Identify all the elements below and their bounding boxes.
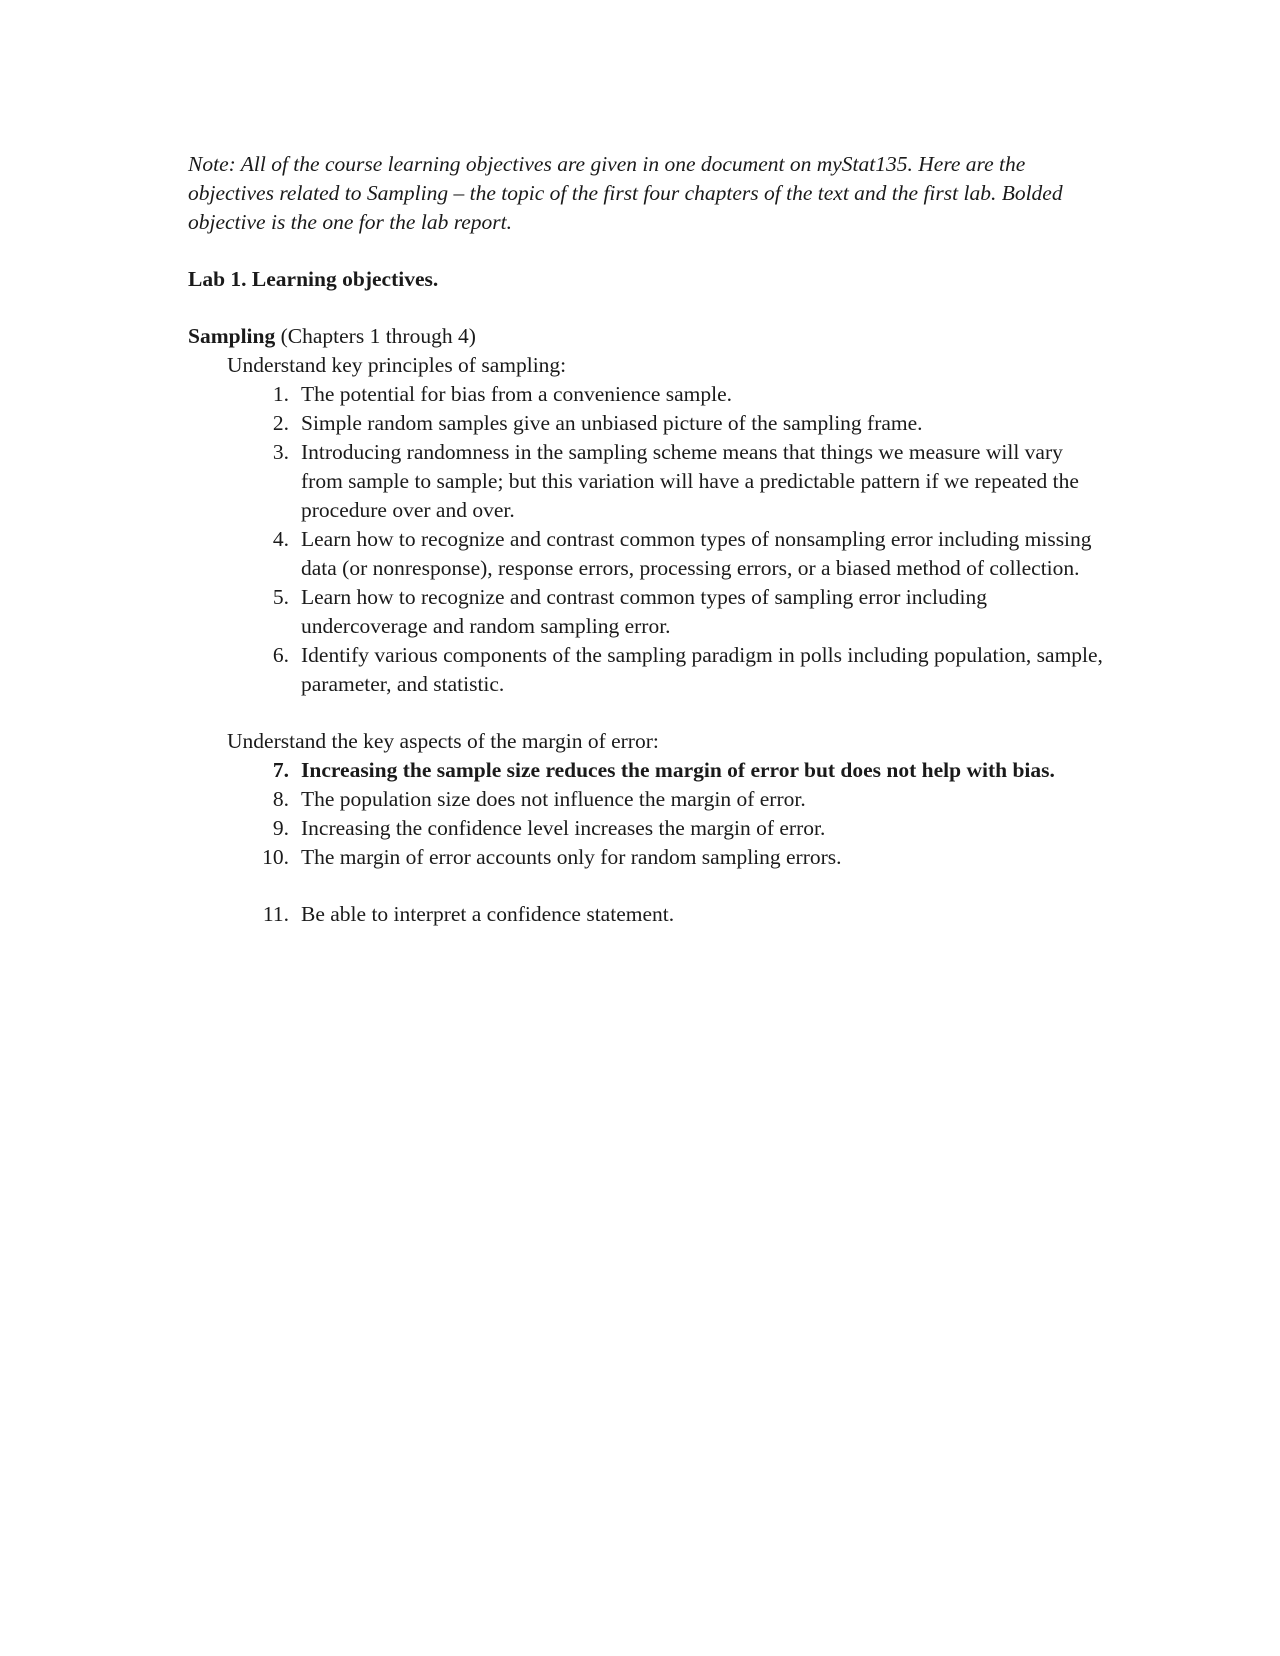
item-number: 5.	[272, 585, 289, 609]
item-number: 9.	[272, 816, 289, 840]
list-item	[188, 843, 1108, 872]
margin-of-error-list	[188, 756, 1108, 929]
list-item	[188, 785, 1108, 814]
item-text: The margin of error accounts only for random sampling errors.	[301, 845, 842, 869]
group1-intro: Understand key principles of sampling:	[227, 353, 567, 377]
list-item	[188, 900, 1108, 929]
item-number: 1.	[272, 382, 289, 406]
item-number: 10.	[262, 845, 289, 869]
item-text: Identify various components of the sampling paradigm in polls including population, sample, parameter, and statistic.	[301, 643, 1103, 696]
item-text: The potential for bias from a convenience sample.	[301, 382, 733, 406]
item-text: Increasing the confidence level increases the margin of error.	[301, 816, 826, 840]
item-text: Introducing randomness in the sampling scheme means that things we measure will vary from sample to sample; but this variation will have a predictable pattern if we repeated the procedure over and over.	[301, 440, 1079, 522]
section-title-bold: Sampling	[188, 324, 276, 348]
list-item-lab-objective	[188, 756, 1108, 785]
group2-intro: Understand the key aspects of the margin of error:	[227, 729, 659, 753]
document-page	[188, 150, 1108, 929]
item-text: Be able to interpret a confidence statement.	[301, 902, 675, 926]
item-text: Increasing the sample size reduces the margin of error but does not help with bias.	[301, 758, 1055, 782]
item-text: Simple random samples give an unbiased picture of the sampling frame.	[301, 411, 923, 435]
item-number: 3.	[272, 440, 289, 464]
item-text: Learn how to recognize and contrast common types of sampling error including undercoverage and random sampling error.	[301, 585, 988, 638]
item-number: 4.	[272, 527, 289, 551]
list-item	[188, 380, 1108, 409]
item-text: The population size does not influence the margin of error.	[301, 787, 806, 811]
list-item	[188, 525, 1108, 583]
item-number: 6.	[272, 643, 289, 667]
item-number: 7.	[272, 758, 289, 782]
lab-title: Lab 1. Learning objectives.	[188, 267, 439, 291]
list-item	[188, 641, 1108, 699]
course-note: Note: All of the course learning objectives are given in one document on myStat135. Here are the objectives related to Sampling – the topic of the first four chapters of the text and the first lab. Bolded objective is the one for the lab report.	[188, 152, 1063, 234]
section-heading-sampling	[188, 322, 1108, 351]
sampling-principles-list	[188, 380, 1108, 699]
list-item	[188, 583, 1108, 641]
list-item	[188, 814, 1108, 843]
item-text: Learn how to recognize and contrast common types of nonsampling error including missing data (or nonresponse), response errors, processing errors, or a biased method of collection.	[301, 527, 1092, 580]
section-title-rest: (Chapters 1 through 4)	[275, 324, 476, 348]
list-item	[188, 438, 1108, 525]
item-number: 8.	[272, 787, 289, 811]
list-item	[188, 409, 1108, 438]
item-number: 2.	[272, 411, 289, 435]
item-number: 11.	[262, 902, 289, 926]
